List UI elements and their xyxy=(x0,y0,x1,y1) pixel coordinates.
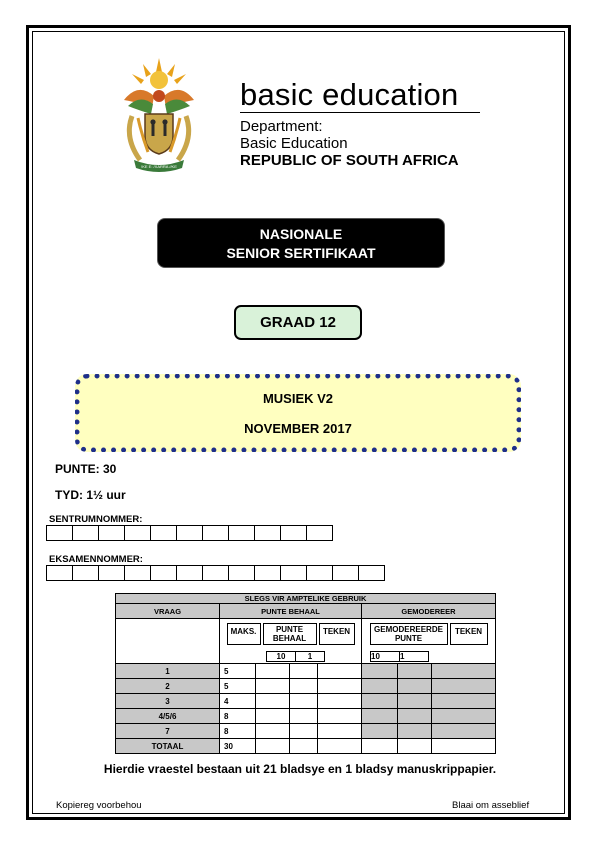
exam-number-label: EKSAMENNOMMER: xyxy=(49,554,143,565)
centre-number-cell[interactable] xyxy=(228,525,255,541)
total-marks: PUNTE: 30 xyxy=(55,462,117,476)
exam-number-cell[interactable] xyxy=(228,565,255,581)
table-row xyxy=(116,709,496,724)
question-number: 7 xyxy=(116,724,220,739)
mark-cell[interactable] xyxy=(290,724,318,739)
copyright-note: Kopiereg voorbehou xyxy=(56,800,142,811)
mark-cell[interactable] xyxy=(290,694,318,709)
subject-box xyxy=(75,374,521,452)
centre-number-cell[interactable] xyxy=(202,525,229,541)
centre-number-cell[interactable] xyxy=(306,525,333,541)
marks-table-title: SLEGS VIR AMPTELIKE GEBRUIK xyxy=(116,594,496,604)
exam-number-cell[interactable] xyxy=(124,565,151,581)
scale-tens: 10 xyxy=(266,651,296,662)
exam-number-cell[interactable] xyxy=(46,565,73,581)
max-mark: 4 xyxy=(220,694,256,709)
exam-number-cell[interactable] xyxy=(358,565,385,581)
nss-title-box xyxy=(157,218,445,268)
moderated-cell[interactable] xyxy=(398,664,432,679)
total-moderated-sign-cell[interactable] xyxy=(432,739,496,754)
mark-cell[interactable] xyxy=(256,679,290,694)
exam-number-cell[interactable] xyxy=(332,565,359,581)
exam-number-cell[interactable] xyxy=(98,565,125,581)
table-row xyxy=(116,679,496,694)
sub-teken-2: TEKEN xyxy=(450,623,488,645)
centre-number-cell[interactable] xyxy=(280,525,307,541)
moderated-sign-cell[interactable] xyxy=(432,679,496,694)
sub-gemodereerde-punte xyxy=(370,623,448,645)
question-number: 2 xyxy=(116,679,220,694)
moderated-cell[interactable] xyxy=(362,724,398,739)
exam-number-cell[interactable] xyxy=(150,565,177,581)
mark-cell[interactable] xyxy=(290,664,318,679)
total-label: TOTAAL xyxy=(116,739,220,754)
marks-table xyxy=(115,593,496,754)
sign-cell[interactable] xyxy=(318,679,362,694)
subject-title: MUSIEK V2 xyxy=(262,391,334,406)
mark-cell[interactable] xyxy=(256,724,290,739)
centre-number-cell[interactable] xyxy=(124,525,151,541)
question-number: 4/5/6 xyxy=(116,709,220,724)
moderated-cell[interactable] xyxy=(398,709,432,724)
exam-number-cell[interactable] xyxy=(306,565,333,581)
total-mark-cell[interactable] xyxy=(256,739,290,754)
max-mark: 5 xyxy=(220,664,256,679)
total-moderated-cell[interactable] xyxy=(398,739,432,754)
exam-session: NOVEMBER 2017 xyxy=(244,421,352,436)
moderated-cell[interactable] xyxy=(362,664,398,679)
centre-number-cell[interactable] xyxy=(72,525,99,541)
sub-gemod-line1: GEMODEREERDE xyxy=(374,625,443,634)
col-vraag: VRAAG xyxy=(116,604,220,619)
coat-motto: !KE E: /XARRA //KE xyxy=(141,164,177,169)
total-row xyxy=(116,739,496,754)
sub-teken: TEKEN xyxy=(319,623,355,645)
moderated-cell[interactable] xyxy=(362,694,398,709)
table-row xyxy=(116,694,496,709)
sub-maks: MAKS. xyxy=(227,623,261,645)
total-max: 30 xyxy=(220,739,256,754)
moderated-cell[interactable] xyxy=(362,679,398,694)
scale-units-2: 1 xyxy=(399,651,429,662)
moderated-sign-cell[interactable] xyxy=(432,664,496,679)
question-number: 1 xyxy=(116,664,220,679)
sub-punte-behaal xyxy=(263,623,317,645)
mark-cell[interactable] xyxy=(256,664,290,679)
exam-number-boxes[interactable] xyxy=(47,565,385,581)
brand-rule xyxy=(240,112,480,113)
table-row xyxy=(116,664,496,679)
mark-cell[interactable] xyxy=(256,709,290,724)
department-line-1: Department: xyxy=(240,118,323,135)
max-mark: 8 xyxy=(220,709,256,724)
centre-number-cell[interactable] xyxy=(176,525,203,541)
department-line-3: REPUBLIC OF SOUTH AFRICA xyxy=(240,152,459,169)
max-mark: 5 xyxy=(220,679,256,694)
sub-punte-behaal-line1: PUNTE xyxy=(275,625,304,634)
centre-number-boxes[interactable] xyxy=(47,525,333,541)
moderated-cell[interactable] xyxy=(362,709,398,724)
sign-cell[interactable] xyxy=(318,694,362,709)
sub-punte-behaal-line2: BEHAAL xyxy=(272,634,307,643)
department-line-2: Basic Education xyxy=(240,135,348,152)
scale-tens-2: 10 xyxy=(370,651,400,662)
question-number: 3 xyxy=(116,694,220,709)
moderated-sign-cell[interactable] xyxy=(432,694,496,709)
sign-cell[interactable] xyxy=(318,664,362,679)
moderated-cell[interactable] xyxy=(398,724,432,739)
max-mark: 8 xyxy=(220,724,256,739)
table-row xyxy=(116,724,496,739)
exam-number-cell[interactable] xyxy=(254,565,281,581)
col-punte-behaal: PUNTE BEHAAL xyxy=(220,604,362,619)
total-mark-cell[interactable] xyxy=(290,739,318,754)
exam-number-cell[interactable] xyxy=(176,565,203,581)
coat-of-arms-icon xyxy=(118,56,200,174)
centre-number-cell[interactable] xyxy=(150,525,177,541)
exam-time: TYD: 1½ uur xyxy=(55,488,126,502)
centre-number-cell[interactable] xyxy=(254,525,281,541)
nss-line-2: SENIOR SERTIFIKAAT xyxy=(226,245,376,261)
grade-box: GRAAD 12 xyxy=(234,305,362,340)
total-sign-cell[interactable] xyxy=(318,739,362,754)
sign-cell[interactable] xyxy=(318,709,362,724)
brand-title: basic education xyxy=(240,77,459,112)
centre-number-cell[interactable] xyxy=(46,525,73,541)
sign-cell[interactable] xyxy=(318,724,362,739)
centre-number-label: SENTRUMNOMMER: xyxy=(49,514,143,525)
page-count-note: Hierdie vraestel bestaan uit 21 bladsye en 1 bladsy manuskrippapier. xyxy=(103,762,497,776)
moderated-cell[interactable] xyxy=(398,679,432,694)
centre-number-cell[interactable] xyxy=(98,525,125,541)
sub-gemod-line2: PUNTE xyxy=(394,634,423,643)
turn-page-note: Blaai om asseblief xyxy=(452,800,530,811)
mark-cell[interactable] xyxy=(290,709,318,724)
moderated-sign-cell[interactable] xyxy=(432,709,496,724)
moderated-cell[interactable] xyxy=(398,694,432,709)
total-moderated-cell[interactable] xyxy=(362,739,398,754)
nss-line-1: NASIONALE xyxy=(259,226,343,242)
exam-number-cell[interactable] xyxy=(72,565,99,581)
scale-units: 1 xyxy=(295,651,325,662)
exam-number-cell[interactable] xyxy=(280,565,307,581)
moderated-sign-cell[interactable] xyxy=(432,724,496,739)
mark-cell[interactable] xyxy=(256,694,290,709)
exam-number-cell[interactable] xyxy=(202,565,229,581)
col-gemodereer: GEMODEREER xyxy=(362,604,496,619)
mark-cell[interactable] xyxy=(290,679,318,694)
